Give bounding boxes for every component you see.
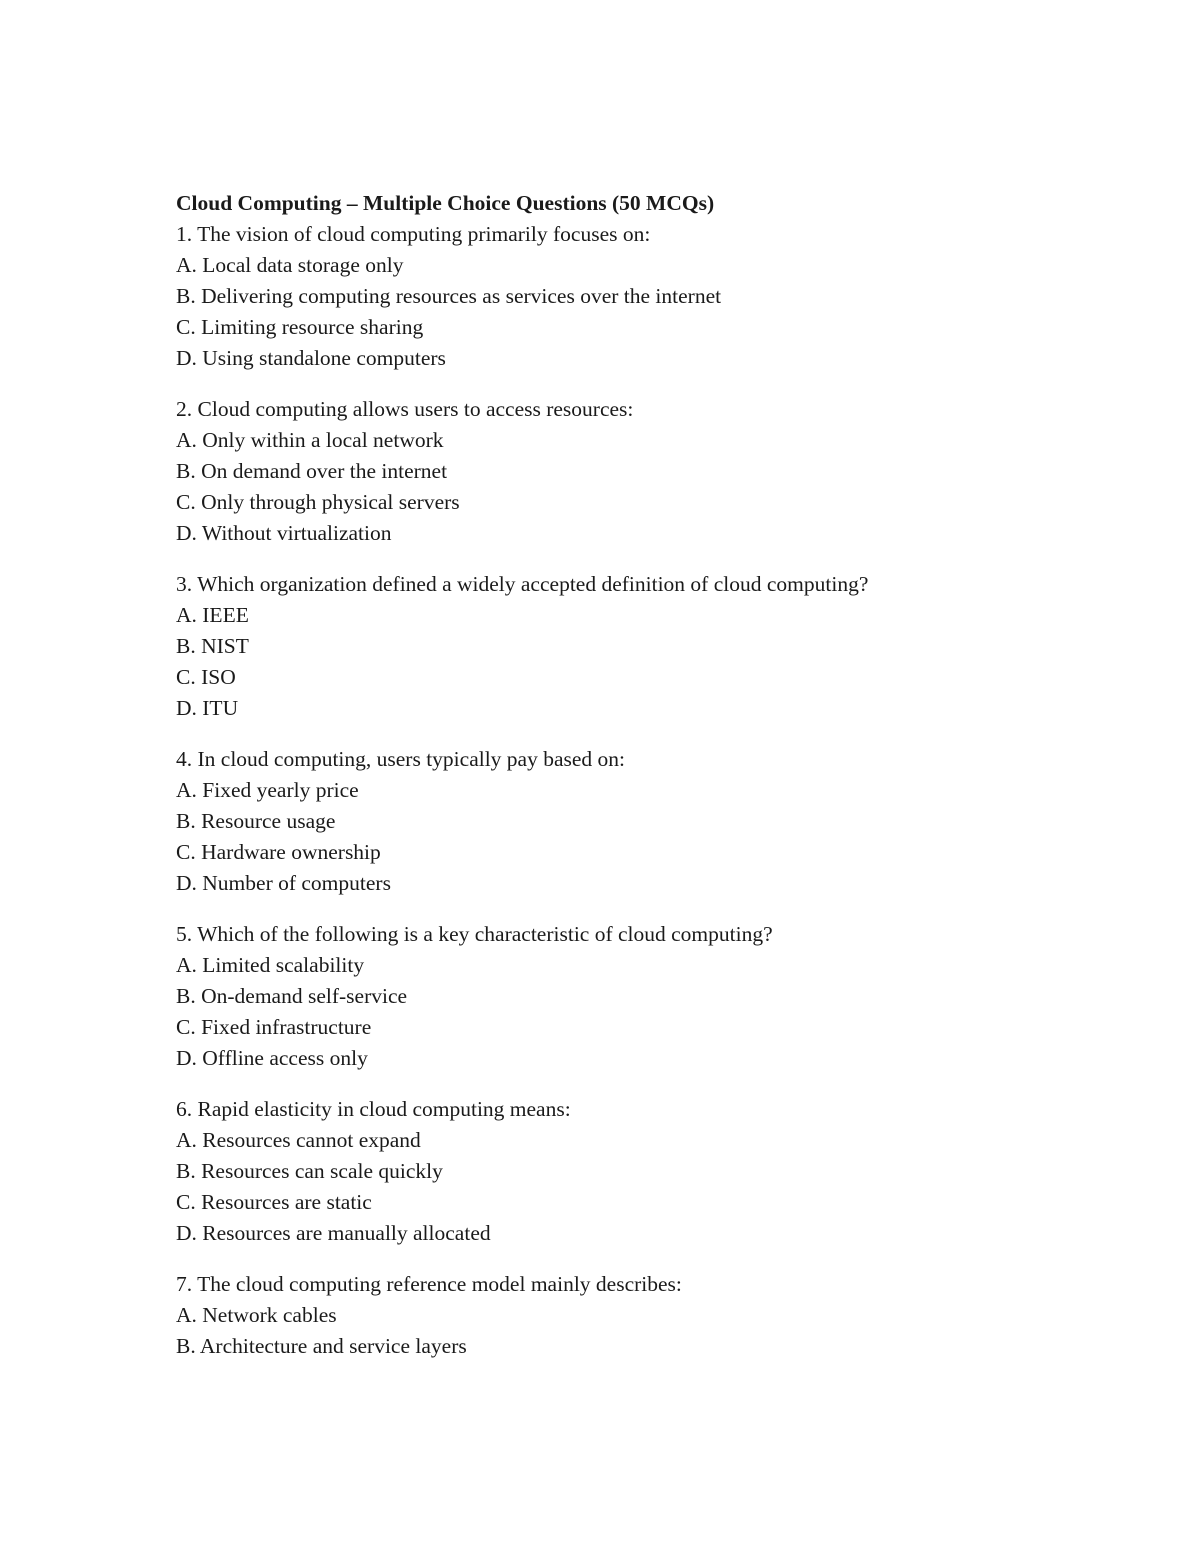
answer-option: A. Only within a local network [176,428,444,452]
question-text: 2. Cloud computing allows users to access resources: [176,397,634,421]
answer-option: A. Network cables [176,1303,337,1327]
question-block [176,919,1136,1074]
answer-option: A. IEEE [176,603,249,627]
question-text: 3. Which organization defined a widely accepted definition of cloud computing? [176,572,869,596]
question-text: 5. Which of the following is a key characteristic of cloud computing? [176,922,773,946]
answer-option: C. Only through physical servers [176,490,460,514]
answer-option: C. Hardware ownership [176,840,381,864]
question-block [176,1094,1136,1249]
answer-option: B. Architecture and service layers [176,1334,467,1358]
question-block [176,1269,1136,1362]
answer-option: A. Local data storage only [176,253,404,277]
answer-option: A. Fixed yearly price [176,778,359,802]
answer-option: D. Without virtualization [176,521,392,545]
question-block [176,744,1136,899]
question-text: 6. Rapid elasticity in cloud computing means: [176,1097,571,1121]
answer-option: C. Resources are static [176,1190,372,1214]
question-text: 1. The vision of cloud computing primarily focuses on: [176,222,651,246]
question-text: 7. The cloud computing reference model mainly describes: [176,1272,682,1296]
answer-option: A. Limited scalability [176,953,365,977]
question-block [176,394,1136,549]
answer-option: D. Resources are manually allocated [176,1221,491,1245]
question-text: 4. In cloud computing, users typically pay based on: [176,747,626,771]
answer-option: B. Delivering computing resources as services over the internet [176,284,722,308]
answer-option: B. On demand over the internet [176,459,448,483]
question-block [176,219,1136,374]
answer-option: C. Fixed infrastructure [176,1015,372,1039]
answer-option: C. ISO [176,665,236,689]
answer-option: A. Resources cannot expand [176,1128,421,1152]
answer-option: D. Offline access only [176,1046,368,1070]
answer-option: B. Resource usage [176,809,336,833]
answer-option: D. ITU [176,696,239,720]
answer-option: B. On-demand self-service [176,984,408,1008]
answer-option: D. Using standalone computers [176,346,446,370]
question-block [176,569,1136,724]
answer-option: B. NIST [176,634,249,658]
document-content [176,188,1136,1362]
answer-option: B. Resources can scale quickly [176,1159,443,1183]
document-title: Cloud Computing – Multiple Choice Questions (50 MCQs) [176,191,715,215]
answer-option: C. Limiting resource sharing [176,315,424,339]
answer-option: D. Number of computers [176,871,391,895]
